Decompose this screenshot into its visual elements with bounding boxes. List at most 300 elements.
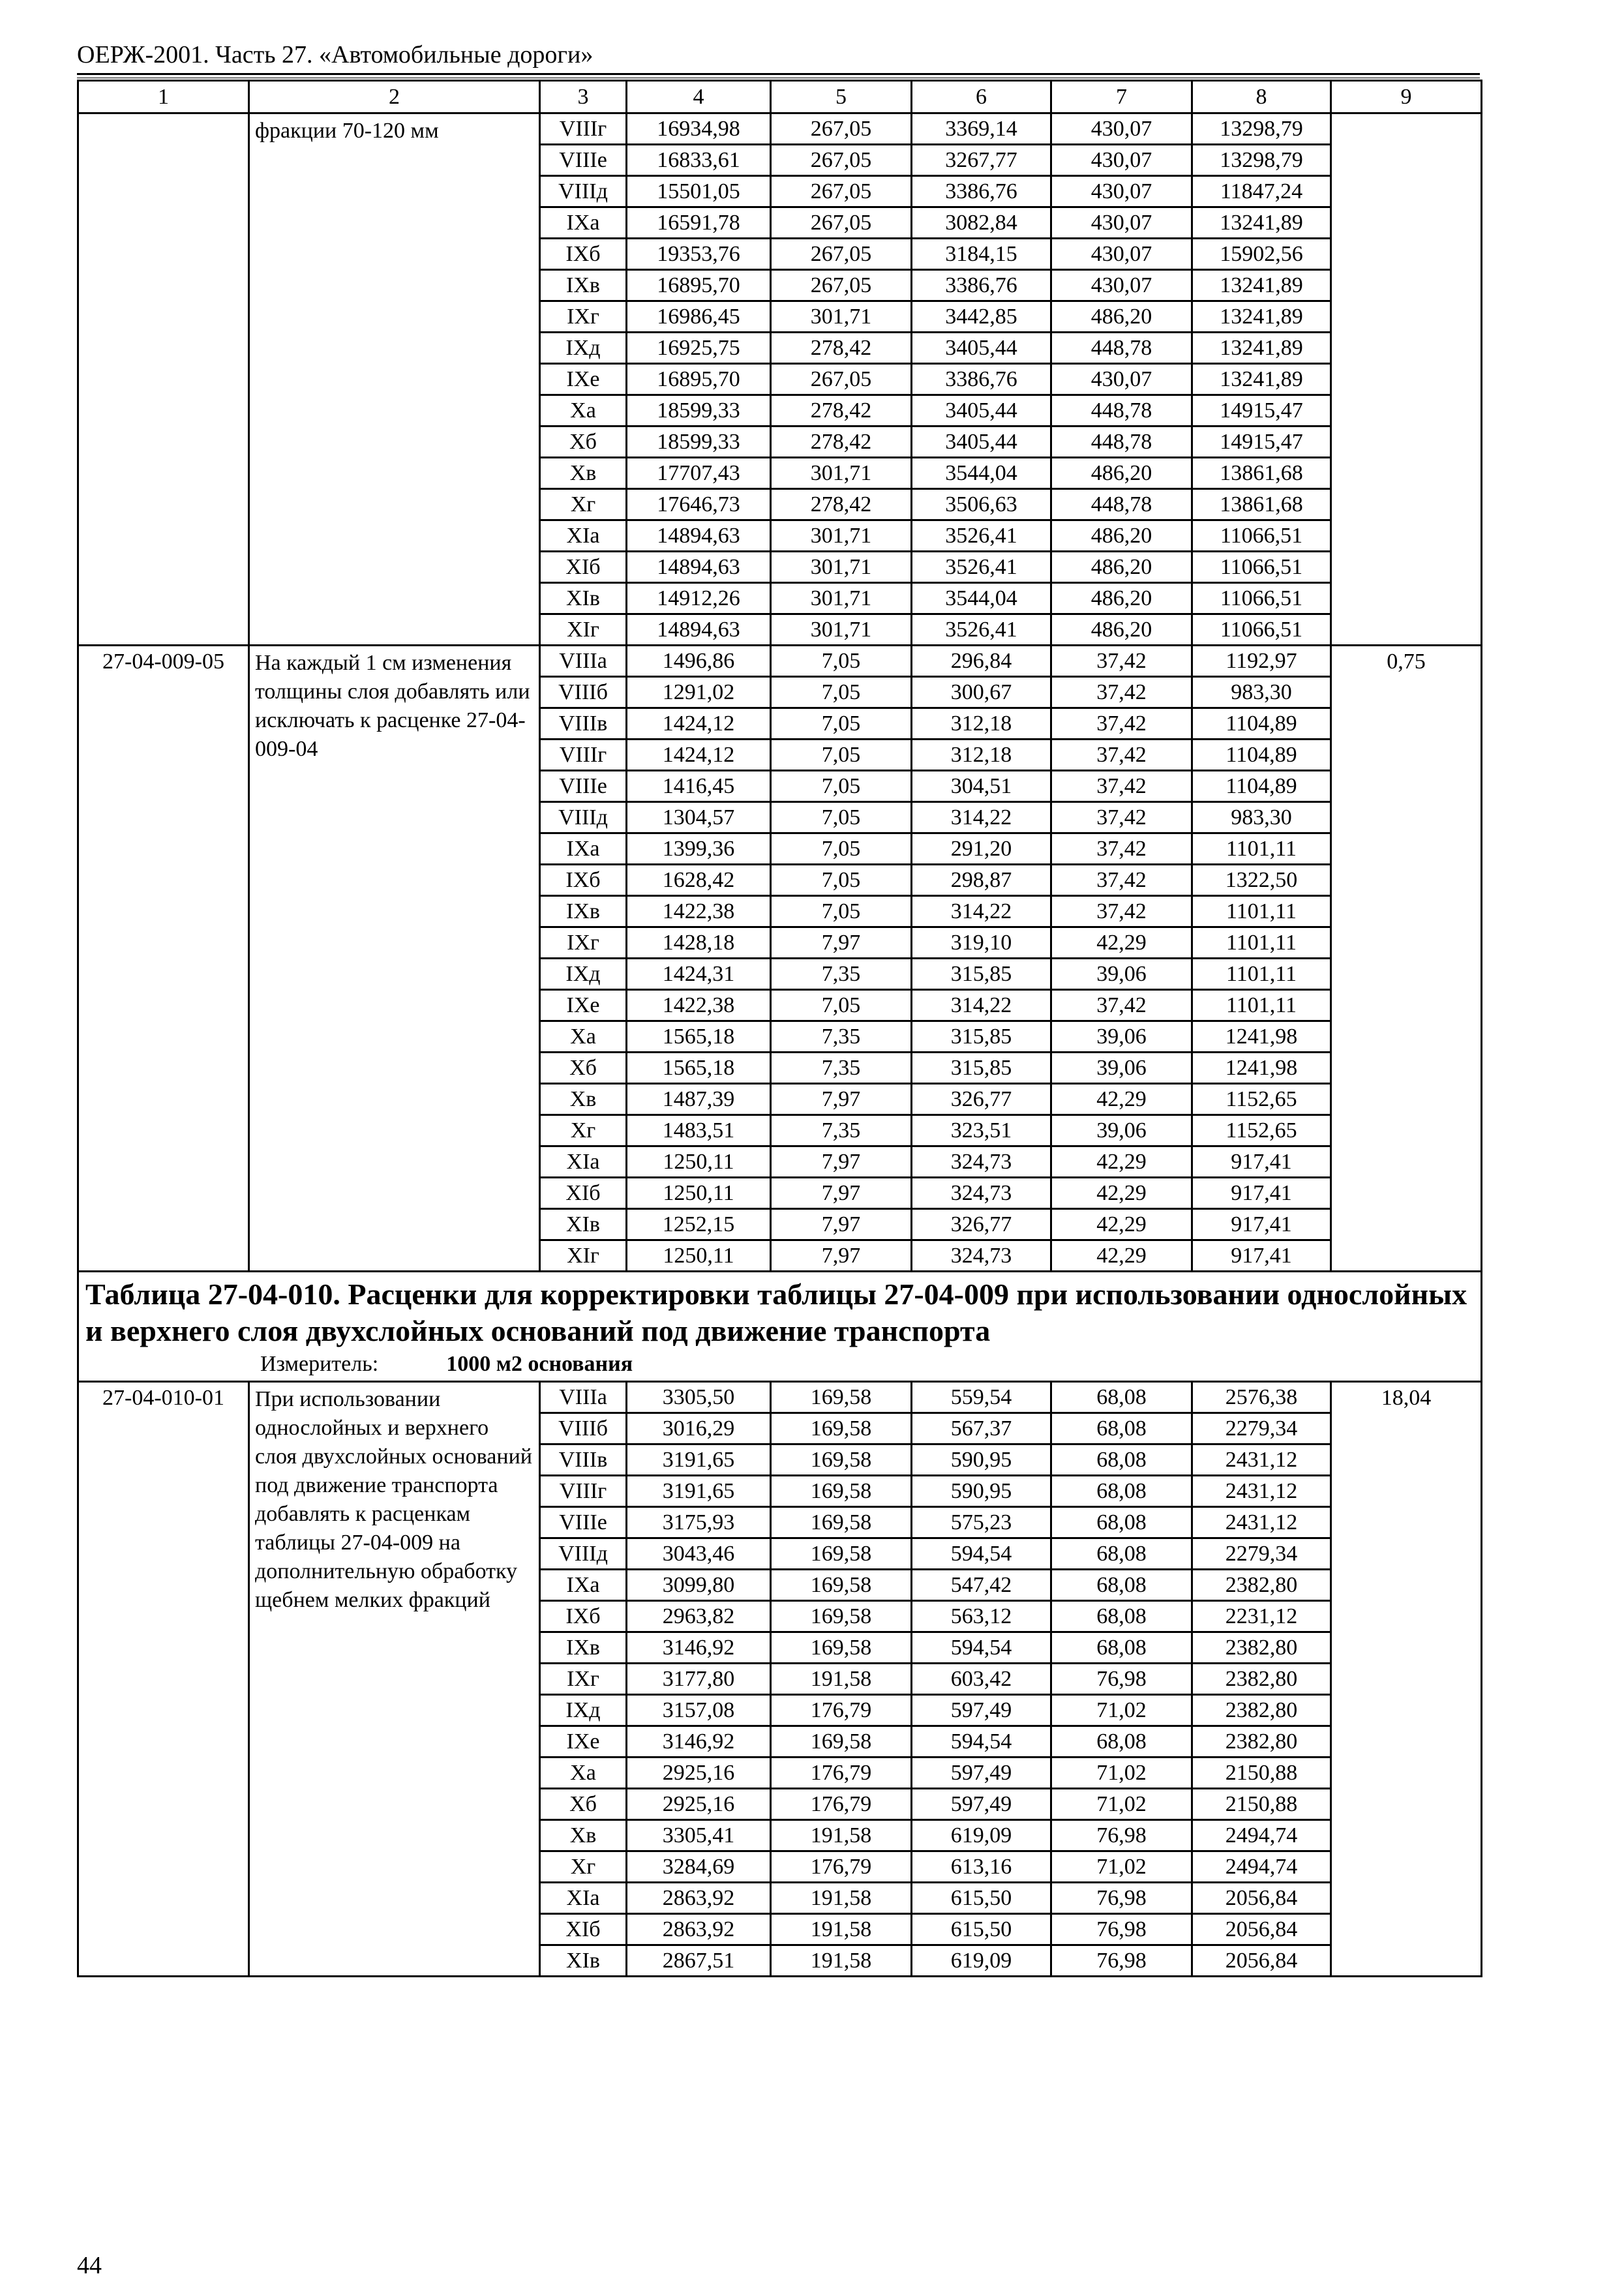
column-number: 5: [771, 81, 912, 113]
machinist-wages-cell: 68,08: [1051, 1632, 1192, 1664]
worker-wages-cell: 191,58: [771, 1945, 912, 1977]
machinist-wages-cell: 76,98: [1051, 1883, 1192, 1914]
machinist-wages-cell: 37,42: [1051, 896, 1192, 927]
machine-operation-cell: 315,85: [912, 959, 1051, 990]
materials-cell: 2382,80: [1192, 1632, 1331, 1664]
materials-cell: 14915,47: [1192, 395, 1331, 426]
direct-costs-cell: 3177,80: [627, 1664, 771, 1695]
machinist-wages-cell: 37,42: [1051, 833, 1192, 865]
zone-class-cell: IXд: [540, 1695, 627, 1726]
zone-class-cell: XIг: [540, 1240, 627, 1272]
materials-cell: 1101,11: [1192, 959, 1331, 990]
labor-cost-cell: [1331, 113, 1482, 646]
machine-operation-cell: 3267,77: [912, 145, 1051, 176]
materials-cell: 2056,84: [1192, 1914, 1331, 1945]
direct-costs-cell: 3191,65: [627, 1476, 771, 1507]
machinist-wages-cell: 68,08: [1051, 1601, 1192, 1632]
direct-costs-cell: 3305,41: [627, 1820, 771, 1851]
materials-cell: 917,41: [1192, 1209, 1331, 1240]
zone-class-cell: VIIIд: [540, 802, 627, 833]
worker-wages-cell: 7,05: [771, 677, 912, 708]
worker-wages-cell: 7,05: [771, 990, 912, 1021]
machinist-wages-cell: 68,08: [1051, 1507, 1192, 1538]
worker-wages-cell: 301,71: [771, 301, 912, 333]
worker-wages-cell: 176,79: [771, 1695, 912, 1726]
worker-wages-cell: 267,05: [771, 113, 912, 145]
materials-cell: 13241,89: [1192, 301, 1331, 333]
machinist-wages-cell: 430,07: [1051, 176, 1192, 207]
worker-wages-cell: 7,97: [771, 1084, 912, 1115]
direct-costs-cell: 2863,92: [627, 1914, 771, 1945]
machinist-wages-cell: 68,08: [1051, 1726, 1192, 1758]
zone-class-cell: Xб: [540, 426, 627, 458]
direct-costs-cell: 3016,29: [627, 1413, 771, 1444]
machine-operation-cell: 326,77: [912, 1084, 1051, 1115]
materials-cell: 1104,89: [1192, 708, 1331, 740]
machine-operation-cell: 312,18: [912, 708, 1051, 740]
running-header: ОЕРЖ-2001. Часть 27. «Автомобильные дороги»: [77, 41, 594, 68]
zone-class-cell: Xв: [540, 458, 627, 489]
worker-wages-cell: 7,05: [771, 833, 912, 865]
direct-costs-cell: 1304,57: [627, 802, 771, 833]
materials-cell: 983,30: [1192, 802, 1331, 833]
zone-class-cell: XIб: [540, 552, 627, 583]
worker-wages-cell: 169,58: [771, 1632, 912, 1664]
materials-cell: 1241,98: [1192, 1053, 1331, 1084]
materials-cell: 11066,51: [1192, 614, 1331, 646]
machinist-wages-cell: 42,29: [1051, 927, 1192, 959]
zone-class-cell: IXа: [540, 833, 627, 865]
materials-cell: 1104,89: [1192, 740, 1331, 771]
direct-costs-cell: 1250,11: [627, 1178, 771, 1209]
zone-class-cell: IXг: [540, 301, 627, 333]
machine-operation-cell: 597,49: [912, 1695, 1051, 1726]
column-number: 7: [1051, 81, 1192, 113]
worker-wages-cell: 7,05: [771, 896, 912, 927]
rate-description: При использовании однослойных и верхнего слоя двухслойных оснований под движение транспорта добавлять к расценкам таблицы 27-04-009 на дополнительную обработку щебнем мелких фракций: [249, 1382, 540, 1977]
machinist-wages-cell: 68,08: [1051, 1413, 1192, 1444]
table-row: [78, 113, 1482, 145]
column-number: 2: [249, 81, 540, 113]
direct-costs-cell: 3043,46: [627, 1538, 771, 1570]
zone-class-cell: XIв: [540, 1945, 627, 1977]
machine-operation-cell: 3544,04: [912, 458, 1051, 489]
materials-cell: 15902,56: [1192, 239, 1331, 270]
zone-class-cell: Xб: [540, 1789, 627, 1820]
materials-cell: 2431,12: [1192, 1476, 1331, 1507]
machinist-wages-cell: 68,08: [1051, 1538, 1192, 1570]
rate-code: 27-04-009-05: [78, 646, 249, 1272]
materials-cell: 2382,80: [1192, 1570, 1331, 1601]
machine-operation-cell: 3526,41: [912, 552, 1051, 583]
machine-operation-cell: 563,12: [912, 1601, 1051, 1632]
machine-operation-cell: 613,16: [912, 1851, 1051, 1883]
materials-cell: 13861,68: [1192, 458, 1331, 489]
zone-class-cell: IXб: [540, 865, 627, 896]
worker-wages-cell: 267,05: [771, 239, 912, 270]
direct-costs-cell: 1422,38: [627, 896, 771, 927]
materials-cell: 2056,84: [1192, 1945, 1331, 1977]
machine-operation-cell: 597,49: [912, 1789, 1051, 1820]
direct-costs-cell: 2925,16: [627, 1789, 771, 1820]
materials-cell: 2279,34: [1192, 1538, 1331, 1570]
direct-costs-cell: 3284,69: [627, 1851, 771, 1883]
rates-table: [77, 80, 1482, 1977]
machine-operation-cell: 594,54: [912, 1726, 1051, 1758]
machinist-wages-cell: 486,20: [1051, 552, 1192, 583]
direct-costs-cell: 16925,75: [627, 333, 771, 364]
worker-wages-cell: 169,58: [771, 1726, 912, 1758]
worker-wages-cell: 7,05: [771, 771, 912, 802]
zone-class-cell: VIIIг: [540, 740, 627, 771]
zone-class-cell: VIIIб: [540, 1413, 627, 1444]
machine-operation-cell: 615,50: [912, 1914, 1051, 1945]
zone-class-cell: IXб: [540, 1601, 627, 1632]
machine-operation-cell: 3184,15: [912, 239, 1051, 270]
direct-costs-cell: 1252,15: [627, 1209, 771, 1240]
machinist-wages-cell: 42,29: [1051, 1178, 1192, 1209]
header-rule-thick: [77, 73, 1480, 75]
machine-operation-cell: 3526,41: [912, 614, 1051, 646]
machine-operation-cell: 597,49: [912, 1758, 1051, 1789]
machine-operation-cell: 324,73: [912, 1178, 1051, 1209]
machinist-wages-cell: 448,78: [1051, 395, 1192, 426]
zone-class-cell: VIIIе: [540, 145, 627, 176]
machine-operation-cell: 559,54: [912, 1382, 1051, 1413]
worker-wages-cell: 267,05: [771, 270, 912, 301]
zone-class-cell: XIа: [540, 520, 627, 552]
direct-costs-cell: 16895,70: [627, 270, 771, 301]
rate-description: На каждый 1 см изменения толщины слоя добавлять или исключать к расценке 27-04-009-04: [249, 646, 540, 1272]
worker-wages-cell: 7,05: [771, 708, 912, 740]
machinist-wages-cell: 68,08: [1051, 1476, 1192, 1507]
machinist-wages-cell: 42,29: [1051, 1146, 1192, 1178]
direct-costs-cell: 1487,39: [627, 1084, 771, 1115]
machine-operation-cell: 3405,44: [912, 333, 1051, 364]
machine-operation-cell: 3544,04: [912, 583, 1051, 614]
machinist-wages-cell: 448,78: [1051, 426, 1192, 458]
machinist-wages-cell: 76,98: [1051, 1664, 1192, 1695]
machinist-wages-cell: 486,20: [1051, 583, 1192, 614]
direct-costs-cell: 3157,08: [627, 1695, 771, 1726]
zone-class-cell: IXб: [540, 239, 627, 270]
machine-operation-cell: 615,50: [912, 1883, 1051, 1914]
worker-wages-cell: 7,97: [771, 1240, 912, 1272]
materials-cell: 983,30: [1192, 677, 1331, 708]
direct-costs-cell: 14894,63: [627, 614, 771, 646]
column-number: 4: [627, 81, 771, 113]
materials-cell: 2576,38: [1192, 1382, 1331, 1413]
machine-operation-cell: 3506,63: [912, 489, 1051, 520]
worker-wages-cell: 169,58: [771, 1507, 912, 1538]
materials-cell: 917,41: [1192, 1146, 1331, 1178]
materials-cell: 2382,80: [1192, 1726, 1331, 1758]
machinist-wages-cell: 37,42: [1051, 990, 1192, 1021]
direct-costs-cell: 18599,33: [627, 426, 771, 458]
table-heading: [78, 1272, 1482, 1382]
materials-cell: 1152,65: [1192, 1084, 1331, 1115]
worker-wages-cell: 7,05: [771, 865, 912, 896]
materials-cell: 13298,79: [1192, 113, 1331, 145]
machinist-wages-cell: 486,20: [1051, 458, 1192, 489]
zone-class-cell: VIIIг: [540, 113, 627, 145]
worker-wages-cell: 267,05: [771, 364, 912, 395]
materials-cell: 2150,88: [1192, 1789, 1331, 1820]
table-heading-row: [78, 1272, 1482, 1382]
direct-costs-cell: 2863,92: [627, 1883, 771, 1914]
materials-cell: 1101,11: [1192, 990, 1331, 1021]
machinist-wages-cell: 37,42: [1051, 802, 1192, 833]
machine-operation-cell: 3405,44: [912, 426, 1051, 458]
zone-class-cell: IXг: [540, 1664, 627, 1695]
direct-costs-cell: 1496,86: [627, 646, 771, 677]
machine-operation-cell: 314,22: [912, 896, 1051, 927]
materials-cell: 2382,80: [1192, 1695, 1331, 1726]
worker-wages-cell: 278,42: [771, 426, 912, 458]
zone-class-cell: VIIIг: [540, 1476, 627, 1507]
materials-cell: 11066,51: [1192, 552, 1331, 583]
table-row: [78, 646, 1482, 677]
machinist-wages-cell: 37,42: [1051, 708, 1192, 740]
machine-operation-cell: 298,87: [912, 865, 1051, 896]
materials-cell: 13241,89: [1192, 364, 1331, 395]
measure-label: Измеритель:: [260, 1352, 379, 1376]
direct-costs-cell: 1291,02: [627, 677, 771, 708]
worker-wages-cell: 191,58: [771, 1883, 912, 1914]
worker-wages-cell: 267,05: [771, 176, 912, 207]
machinist-wages-cell: 486,20: [1051, 614, 1192, 646]
direct-costs-cell: 3146,92: [627, 1726, 771, 1758]
zone-class-cell: VIIIд: [540, 176, 627, 207]
direct-costs-cell: 1424,12: [627, 740, 771, 771]
materials-cell: 1322,50: [1192, 865, 1331, 896]
rates-table-body: [78, 81, 1482, 1977]
machinist-wages-cell: 430,07: [1051, 364, 1192, 395]
direct-costs-cell: 1424,12: [627, 708, 771, 740]
machinist-wages-cell: 37,42: [1051, 740, 1192, 771]
materials-cell: 1192,97: [1192, 646, 1331, 677]
zone-class-cell: IXа: [540, 207, 627, 239]
worker-wages-cell: 7,35: [771, 1021, 912, 1053]
machine-operation-cell: 323,51: [912, 1115, 1051, 1146]
worker-wages-cell: 301,71: [771, 458, 912, 489]
direct-costs-cell: 1565,18: [627, 1021, 771, 1053]
column-number: 6: [912, 81, 1051, 113]
machine-operation-cell: 575,23: [912, 1507, 1051, 1538]
column-number-row: [78, 81, 1482, 113]
direct-costs-cell: 1422,38: [627, 990, 771, 1021]
machine-operation-cell: 547,42: [912, 1570, 1051, 1601]
machine-operation-cell: 590,95: [912, 1476, 1051, 1507]
direct-costs-cell: 1428,18: [627, 927, 771, 959]
machinist-wages-cell: 430,07: [1051, 207, 1192, 239]
worker-wages-cell: 191,58: [771, 1820, 912, 1851]
zone-class-cell: Xв: [540, 1084, 627, 1115]
machinist-wages-cell: 71,02: [1051, 1758, 1192, 1789]
machine-operation-cell: 304,51: [912, 771, 1051, 802]
machinist-wages-cell: 486,20: [1051, 520, 1192, 552]
direct-costs-cell: 1483,51: [627, 1115, 771, 1146]
zone-class-cell: VIIIа: [540, 1382, 627, 1413]
column-number: 9: [1331, 81, 1482, 113]
machine-operation-cell: 619,09: [912, 1820, 1051, 1851]
worker-wages-cell: 7,05: [771, 802, 912, 833]
worker-wages-cell: 176,79: [771, 1851, 912, 1883]
direct-costs-cell: 3099,80: [627, 1570, 771, 1601]
table-row: [78, 1382, 1482, 1413]
machine-operation-cell: 314,22: [912, 802, 1051, 833]
worker-wages-cell: 176,79: [771, 1758, 912, 1789]
machinist-wages-cell: 430,07: [1051, 145, 1192, 176]
materials-cell: 1101,11: [1192, 896, 1331, 927]
machinist-wages-cell: 37,42: [1051, 646, 1192, 677]
machine-operation-cell: 567,37: [912, 1413, 1051, 1444]
machine-operation-cell: 291,20: [912, 833, 1051, 865]
materials-cell: 2150,88: [1192, 1758, 1331, 1789]
zone-class-cell: Xа: [540, 1021, 627, 1053]
machine-operation-cell: 3082,84: [912, 207, 1051, 239]
worker-wages-cell: 278,42: [771, 395, 912, 426]
machinist-wages-cell: 448,78: [1051, 333, 1192, 364]
zone-class-cell: VIIIе: [540, 1507, 627, 1538]
direct-costs-cell: 1250,11: [627, 1240, 771, 1272]
zone-class-cell: IXв: [540, 896, 627, 927]
worker-wages-cell: 267,05: [771, 207, 912, 239]
machinist-wages-cell: 76,98: [1051, 1820, 1192, 1851]
zone-class-cell: IXе: [540, 364, 627, 395]
machinist-wages-cell: 68,08: [1051, 1382, 1192, 1413]
rate-code: [78, 113, 249, 646]
machinist-wages-cell: 42,29: [1051, 1240, 1192, 1272]
worker-wages-cell: 191,58: [771, 1664, 912, 1695]
direct-costs-cell: 3146,92: [627, 1632, 771, 1664]
direct-costs-cell: 14894,63: [627, 552, 771, 583]
machinist-wages-cell: 430,07: [1051, 239, 1192, 270]
materials-cell: 917,41: [1192, 1240, 1331, 1272]
direct-costs-cell: 1565,18: [627, 1053, 771, 1084]
machine-operation-cell: 3442,85: [912, 301, 1051, 333]
zone-class-cell: IXе: [540, 1726, 627, 1758]
direct-costs-cell: 16591,78: [627, 207, 771, 239]
direct-costs-cell: 1250,11: [627, 1146, 771, 1178]
materials-cell: 13241,89: [1192, 270, 1331, 301]
worker-wages-cell: 301,71: [771, 552, 912, 583]
machinist-wages-cell: 71,02: [1051, 1695, 1192, 1726]
machine-operation-cell: 312,18: [912, 740, 1051, 771]
machinist-wages-cell: 430,07: [1051, 113, 1192, 145]
machine-operation-cell: 3526,41: [912, 520, 1051, 552]
materials-cell: 2494,74: [1192, 1820, 1331, 1851]
machine-operation-cell: 3386,76: [912, 176, 1051, 207]
zone-class-cell: Xа: [540, 1758, 627, 1789]
worker-wages-cell: 7,97: [771, 1209, 912, 1240]
zone-class-cell: Xг: [540, 1851, 627, 1883]
worker-wages-cell: 169,58: [771, 1444, 912, 1476]
machinist-wages-cell: 71,02: [1051, 1851, 1192, 1883]
zone-class-cell: XIв: [540, 1209, 627, 1240]
worker-wages-cell: 7,35: [771, 959, 912, 990]
materials-cell: 1101,11: [1192, 833, 1331, 865]
machinist-wages-cell: 39,06: [1051, 1021, 1192, 1053]
machine-operation-cell: 315,85: [912, 1053, 1051, 1084]
column-number: 3: [540, 81, 627, 113]
zone-class-cell: XIб: [540, 1914, 627, 1945]
machinist-wages-cell: 486,20: [1051, 301, 1192, 333]
worker-wages-cell: 7,97: [771, 1146, 912, 1178]
worker-wages-cell: 169,58: [771, 1382, 912, 1413]
zone-class-cell: XIа: [540, 1883, 627, 1914]
worker-wages-cell: 7,35: [771, 1053, 912, 1084]
zone-class-cell: Xв: [540, 1820, 627, 1851]
direct-costs-cell: 1424,31: [627, 959, 771, 990]
worker-wages-cell: 301,71: [771, 520, 912, 552]
materials-cell: 2231,12: [1192, 1601, 1331, 1632]
zone-class-cell: VIIIв: [540, 708, 627, 740]
machine-operation-cell: 300,67: [912, 677, 1051, 708]
zone-class-cell: XIг: [540, 614, 627, 646]
direct-costs-cell: 16934,98: [627, 113, 771, 145]
direct-costs-cell: 16833,61: [627, 145, 771, 176]
machinist-wages-cell: 76,98: [1051, 1914, 1192, 1945]
zone-class-cell: IXа: [540, 1570, 627, 1601]
worker-wages-cell: 169,58: [771, 1601, 912, 1632]
machine-operation-cell: 319,10: [912, 927, 1051, 959]
direct-costs-cell: 19353,76: [627, 239, 771, 270]
materials-cell: 11847,24: [1192, 176, 1331, 207]
materials-cell: 14915,47: [1192, 426, 1331, 458]
machinist-wages-cell: 37,42: [1051, 865, 1192, 896]
direct-costs-cell: 18599,33: [627, 395, 771, 426]
machinist-wages-cell: 39,06: [1051, 1115, 1192, 1146]
zone-class-cell: IXд: [540, 959, 627, 990]
worker-wages-cell: 7,97: [771, 927, 912, 959]
zone-class-cell: IXд: [540, 333, 627, 364]
machinist-wages-cell: 430,07: [1051, 270, 1192, 301]
machine-operation-cell: 3386,76: [912, 270, 1051, 301]
worker-wages-cell: 7,05: [771, 646, 912, 677]
page-number: 44: [77, 2252, 102, 2279]
direct-costs-cell: 2925,16: [627, 1758, 771, 1789]
machine-operation-cell: 3405,44: [912, 395, 1051, 426]
materials-cell: 917,41: [1192, 1178, 1331, 1209]
column-number: 1: [78, 81, 249, 113]
materials-cell: 2431,12: [1192, 1507, 1331, 1538]
machinist-wages-cell: 37,42: [1051, 771, 1192, 802]
direct-costs-cell: 14912,26: [627, 583, 771, 614]
machinist-wages-cell: 448,78: [1051, 489, 1192, 520]
direct-costs-cell: 1628,42: [627, 865, 771, 896]
machinist-wages-cell: 39,06: [1051, 959, 1192, 990]
machine-operation-cell: 590,95: [912, 1444, 1051, 1476]
zone-class-cell: Xг: [540, 1115, 627, 1146]
direct-costs-cell: 1416,45: [627, 771, 771, 802]
column-number: 8: [1192, 81, 1331, 113]
zone-class-cell: IXе: [540, 990, 627, 1021]
zone-class-cell: IXв: [540, 270, 627, 301]
materials-cell: 2382,80: [1192, 1664, 1331, 1695]
machine-operation-cell: 324,73: [912, 1146, 1051, 1178]
machine-operation-cell: 326,77: [912, 1209, 1051, 1240]
materials-cell: 2431,12: [1192, 1444, 1331, 1476]
machine-operation-cell: 314,22: [912, 990, 1051, 1021]
materials-cell: 13861,68: [1192, 489, 1331, 520]
zone-class-cell: XIв: [540, 583, 627, 614]
zone-class-cell: XIа: [540, 1146, 627, 1178]
zone-class-cell: VIIIе: [540, 771, 627, 802]
machine-operation-cell: 296,84: [912, 646, 1051, 677]
machinist-wages-cell: 68,08: [1051, 1570, 1192, 1601]
materials-cell: 1241,98: [1192, 1021, 1331, 1053]
